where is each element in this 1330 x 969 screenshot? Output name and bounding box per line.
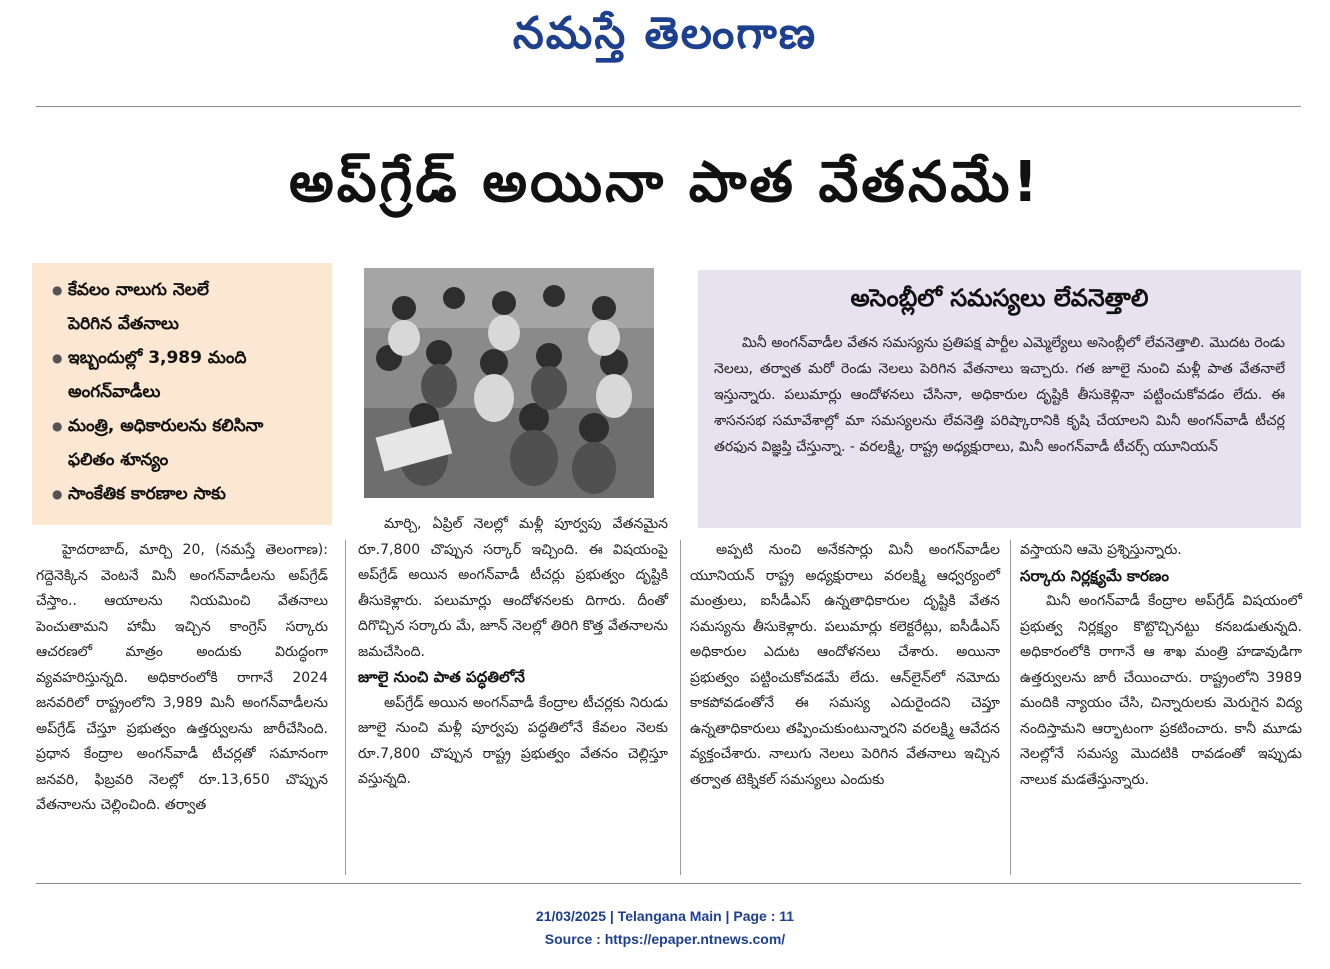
highlight-item: ● సాంకేతిక కారణాల సాకు	[52, 477, 322, 511]
column-divider	[680, 540, 681, 875]
top-divider	[36, 106, 1301, 107]
headline: అప్‌గ్రేడ్ అయినా పాత వేతనమే!	[289, 150, 1041, 215]
sidebar-box	[698, 270, 1301, 528]
subheading: జూలై నుంచి పాత పద్ధతిలోనే	[358, 668, 525, 686]
masthead-logo: నమస్తే తెలంగాణ	[512, 8, 818, 59]
bullet-icon: ●	[52, 487, 63, 501]
bullet-icon: ●	[52, 283, 63, 297]
article-paragraph: వస్తాయని ఆమె ప్రశ్నిస్తున్నారు.	[1020, 542, 1182, 558]
bullet-icon: ●	[52, 419, 63, 433]
column-divider	[345, 540, 346, 875]
highlight-item: పెరిగిన వేతనాలు	[68, 314, 179, 334]
article-column-4	[1020, 538, 1302, 793]
sidebar-title: అసెంబ్లీలో సమస్యలు లేవనెత్తాలి	[850, 284, 1149, 312]
news-photo	[364, 268, 654, 498]
article-paragraph: హైదరాబాద్, మార్చి 20, (నమస్తే తెలంగాణ): గద్దెనెక్కిన వెంటనే మినీ అంగన్‌వాడీలను అప్‌గ్రేడ్ చేస్తాం.. ఆయాలను నియమించి వేతనాలు పెంచుతామని హామీ ఇచ్చిన కాంగ్రెస్ సర్కారు ఆచరణలో మాత్రం అందుకు విరుద్ధంగా వ్యవహరిస్తున్నది. అధికారంలోకి రాగానే 2024 జనవరిలో రాష్ట్రంలోని 3,989 మినీ అంగన్‌వాడీలను అప్‌గ్రేడ్ చేస్తూ ప్రభుత్వం ఉత్తర్వులను జారీచేసింది. ప్రధాన కేంద్రాల అంగన్‌వాడీ టీచర్లతో సమానంగా జనవరి, ఫిబ్రవరి నెలల్లో రూ.13,650 చొప్పున వేతనాలను చెల్లించింది. తర్వాత	[36, 542, 328, 813]
highlight-item: ఫలితం శూన్యం	[68, 450, 169, 470]
children-photo-illustration	[364, 268, 654, 498]
highlights-box	[32, 263, 332, 525]
footer-date-page: 21/03/2025 | Telangana Main | Page : 11	[535, 908, 795, 924]
highlight-item: ● మంత్రి, అధికారులను కలిసినా	[52, 409, 322, 443]
highlight-item: అంగన్‌వాడీలు	[68, 382, 161, 402]
article-column-2	[358, 512, 668, 793]
sidebar-text: మినీ అంగన్‌వాడీల వేతన సమస్యను ప్రతిపక్ష పార్టీల ఎమ్మెల్యేలు అసెంబ్లీలో లేవనెత్తాలి. మొదట రెండు నెలలు, తర్వాత మరో రెండు నెలలు పెరిగిన వేతనాలు ఇచ్చారు. గత జూలై నుంచి మళ్లీ పాత వేతనాలే ఇస్తున్నారు. పలుమార్లు ఆందోళనలు చేసినా, అధికారుల దృష్టికి తీసుకెళ్లినా పట్టించుకోవడం లేదు. ఈ శాసనసభ సమావేశాల్లో మా సమస్యలను లేవనెత్తి పరిష్కారానికి కృషి చేయాలని మినీ అంగన్‌వాడీ టీచర్ల తరఫున విజ్ఞప్తి చేస్తున్నా. - వరలక్ష్మి, రాష్ట్ర అధ్యక్షురాలు, మినీ అంగన్‌వాడీ టీచర్స్ యూనియన్	[714, 335, 1285, 455]
column-divider	[1010, 540, 1011, 875]
highlight-item: ● కేవలం నాలుగు నెలలే	[52, 273, 322, 307]
footer-source-link[interactable]: Source : https://epaper.ntnews.com/	[544, 931, 786, 947]
highlight-item: ● ఇబ్బందుల్లో 3,989 మంది	[52, 341, 322, 375]
bullet-icon: ●	[52, 351, 63, 365]
article-paragraph: మినీ అంగన్‌వాడీ కేంద్రాల అప్‌గ్రేడ్ విషయంలో ప్రభుత్వ నిర్లక్ష్యం కొట్టొచ్చినట్టు కనబడుతున్నది. అధికారంలోకి రాగానే ఆ శాఖ మంత్రి హడావుడిగా ఉత్తర్వులను జారీ చేయించారు. రాష్ట్రంలోని 3989 మందికి న్యాయం చేసి, చిన్నారులకు మెరుగైన విద్య నందిస్తామని ఆర్భాటంగా ప్రకటించారు. కానీ మూడు నెలల్లోనే సమస్య మొదటికి రావడంతో ఇప్పుడు నాలుక మడతేస్తున్నారు.	[1020, 593, 1302, 788]
article-paragraph: అప్పటి నుంచి అనేకసార్లు మినీ అంగన్‌వాడీల యూనియన్ రాష్ట్ర అధ్యక్షురాలు వరలక్ష్మి ఆధ్వర్యంలో మంత్రులు, ఐసీడీఎస్ ఉన్నతాధికారుల దృష్టికి వేతన సమస్యను తీసుకెళ్లారు. పలుమార్లు కలెక్టరేట్లు, ఐసీడీఎస్ అధికారుల ఎదుట ఆందోళనలు చేశారు. అయినా ప్రభుత్వం పట్టించుకోవడమే లేదు. ఆన్‌లైన్‌లో నమోదు కాకపోవడంతోనే ఈ సమస్య ఎదురైందని చెప్తూ ఉన్నతాధికారులు తప్పించుకుంటున్నారని వరలక్ష్మి ఆవేదన వ్యక్తంచేశారు. నాలుగు నెలలు పెరిగిన వేతనాలు ఇచ్చిన తర్వాత టెక్నికల్ సమస్యలు ఎందుకు	[690, 542, 1000, 788]
bottom-divider	[36, 883, 1301, 884]
article-paragraph: మార్చి, ఏప్రిల్ నెలల్లో మళ్లీ పూర్వపు వేతనమైన రూ.7,800 చొప్పున సర్కార్ ఇచ్చింది. ఈ విషయంపై అప్‌గ్రేడ్ అయిన అంగన్‌వాడీ టీచర్లు ప్రభుత్వం దృష్టికి తీసుకెళ్లారు. పలుమార్లు ఆందోళనలకు దిగారు. దీంతో దిగొచ్చిన సర్కారు మే, జూన్ నెలల్లో తిరిగి కొత్త వేతనాలను జమచేసింది.	[358, 516, 668, 660]
article-paragraph: అప్‌గ్రేడ్ అయిన అంగన్‌వాడీ కేంద్రాల టీచర్లకు నిరుడు జూలై నుంచి మళ్లీ పూర్వపు పద్ధతిలోనే కేవలం నెలకు రూ.7,800 చొప్పున రాష్ట్ర ప్రభుత్వం వేతనం చెల్లిస్తూ వస్తున్నది.	[358, 694, 668, 787]
article-column-1	[36, 538, 328, 819]
article-column-3	[690, 538, 1000, 793]
subheading: సర్కారు నిర్లక్ష్యమే కారణం	[1020, 566, 1169, 585]
